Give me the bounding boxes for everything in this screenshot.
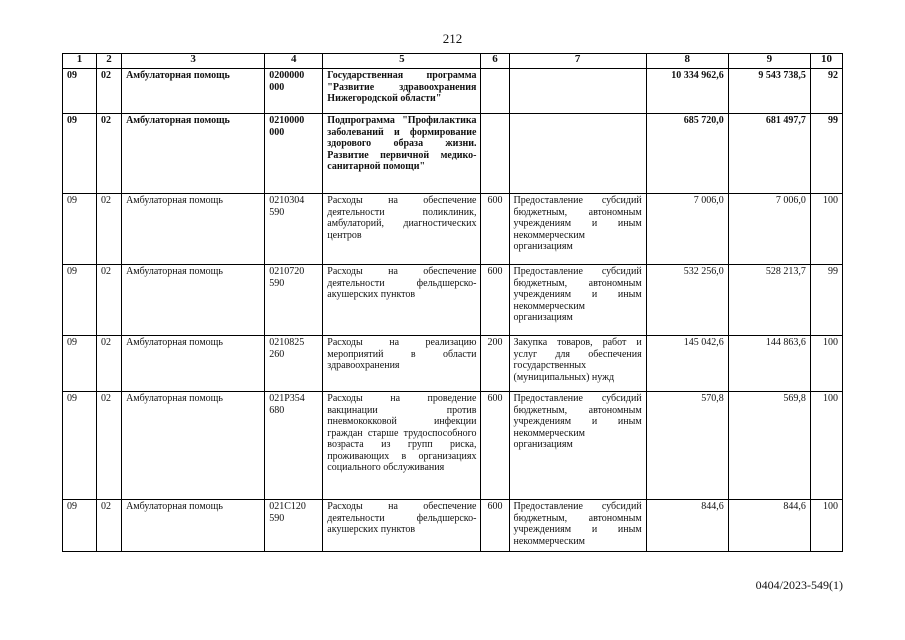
table-row — [63, 69, 843, 114]
section-code: 09 — [63, 500, 97, 552]
article-name: Подпрограмма "Профилактика заболеваний и формирование здорового образа жизни. Развитие первичной медико-санитарной помощи" — [323, 114, 481, 194]
subsection-code: 02 — [97, 265, 122, 336]
target-article-code: 021P354 680 — [265, 392, 323, 500]
planned-amount: 570,8 — [646, 392, 728, 500]
expense-type-code: 200 — [481, 336, 509, 392]
section-name: Амбулаторная помощь — [122, 194, 265, 265]
expense-type-code: 600 — [481, 265, 509, 336]
expense-type-code — [481, 114, 509, 194]
column-header: 6 — [481, 54, 509, 69]
expense-type-code — [481, 69, 509, 114]
execution-percent: 100 — [810, 194, 842, 265]
actual-amount: 9 543 738,5 — [728, 69, 810, 114]
section-name: Амбулаторная помощь — [122, 392, 265, 500]
expense-type-name — [509, 69, 646, 114]
target-article-code: 0210720 590 — [265, 265, 323, 336]
expense-type-name: Предоставление субсидий бюджетным, автономным учреждениям и иным некоммерческим организациям — [509, 392, 646, 500]
execution-percent: 99 — [810, 265, 842, 336]
actual-amount: 569,8 — [728, 392, 810, 500]
table-row — [63, 265, 843, 336]
table-row — [63, 114, 843, 194]
execution-percent: 100 — [810, 336, 842, 392]
article-name: Государственная программа "Развитие здравоохранения Нижегородской области" — [323, 69, 481, 114]
column-header: 2 — [97, 54, 122, 69]
target-article-code: 0210825 260 — [265, 336, 323, 392]
expense-type-name: Предоставление субсидий бюджетным, автономным учреждениям и иным некоммерческим организациям — [509, 265, 646, 336]
subsection-code: 02 — [97, 392, 122, 500]
section-name: Амбулаторная помощь — [122, 69, 265, 114]
section-name: Амбулаторная помощь — [122, 265, 265, 336]
planned-amount: 844,6 — [646, 500, 728, 552]
expense-type-code: 600 — [481, 392, 509, 500]
column-header: 9 — [728, 54, 810, 69]
planned-amount: 145 042,6 — [646, 336, 728, 392]
table-row — [63, 336, 843, 392]
actual-amount: 7 006,0 — [728, 194, 810, 265]
planned-amount: 532 256,0 — [646, 265, 728, 336]
article-name: Расходы на обеспечение деятельности фельдшерско-акушерских пунктов — [323, 500, 481, 552]
expense-type-name: Предоставление субсидий бюджетным, автономным учреждениям и иным некоммерческим — [509, 500, 646, 552]
article-name: Расходы на обеспечение деятельности поликлиник, амбулаторий, диагностических центров — [323, 194, 481, 265]
column-header: 8 — [646, 54, 728, 69]
column-header: 3 — [122, 54, 265, 69]
section-code: 09 — [63, 114, 97, 194]
column-header: 7 — [509, 54, 646, 69]
execution-percent: 99 — [810, 114, 842, 194]
planned-amount: 7 006,0 — [646, 194, 728, 265]
target-article-code: 0210000 000 — [265, 114, 323, 194]
table-row — [63, 392, 843, 500]
section-code: 09 — [63, 194, 97, 265]
section-code: 09 — [63, 336, 97, 392]
actual-amount: 528 213,7 — [728, 265, 810, 336]
section-name: Амбулаторная помощь — [122, 500, 265, 552]
section-code: 09 — [63, 392, 97, 500]
column-header: 10 — [810, 54, 842, 69]
subsection-code: 02 — [97, 114, 122, 194]
target-article-code: 0200000 000 — [265, 69, 323, 114]
table-header-row — [63, 54, 843, 69]
table-row — [63, 194, 843, 265]
table-row — [63, 500, 843, 552]
expense-type-code: 600 — [481, 194, 509, 265]
target-article-code: 021С120 590 — [265, 500, 323, 552]
section-code: 09 — [63, 69, 97, 114]
execution-percent: 92 — [810, 69, 842, 114]
execution-percent: 100 — [810, 500, 842, 552]
article-name: Расходы на обеспечение деятельности фельдшерско-акушерских пунктов — [323, 265, 481, 336]
document-code: 0404/2023-549(1) — [755, 578, 843, 592]
budget-table — [62, 53, 843, 552]
planned-amount: 685 720,0 — [646, 114, 728, 194]
execution-percent: 100 — [810, 392, 842, 500]
actual-amount: 144 863,6 — [728, 336, 810, 392]
article-name: Расходы на реализацию мероприятий в области здравоохранения — [323, 336, 481, 392]
subsection-code: 02 — [97, 69, 122, 114]
column-header: 1 — [63, 54, 97, 69]
subsection-code: 02 — [97, 500, 122, 552]
actual-amount: 844,6 — [728, 500, 810, 552]
subsection-code: 02 — [97, 336, 122, 392]
expense-type-code: 600 — [481, 500, 509, 552]
article-name: Расходы на проведение вакцинации против пневмококковой инфекции граждан старше трудоспособного возраста из групп риска, проживающих в организациях социального обслуживания — [323, 392, 481, 500]
expense-type-name: Предоставление субсидий бюджетным, автономным учреждениям и иным некоммерческим организациям — [509, 194, 646, 265]
expense-type-name — [509, 114, 646, 194]
actual-amount: 681 497,7 — [728, 114, 810, 194]
column-header: 4 — [265, 54, 323, 69]
column-header: 5 — [323, 54, 481, 69]
expense-type-name: Закупка товаров, работ и услуг для обеспечения государственных (муниципальных) нужд — [509, 336, 646, 392]
section-name: Амбулаторная помощь — [122, 114, 265, 194]
planned-amount: 10 334 962,6 — [646, 69, 728, 114]
target-article-code: 0210304 590 — [265, 194, 323, 265]
section-code: 09 — [63, 265, 97, 336]
subsection-code: 02 — [97, 194, 122, 265]
section-name: Амбулаторная помощь — [122, 336, 265, 392]
page-number: 212 — [442, 31, 463, 46]
